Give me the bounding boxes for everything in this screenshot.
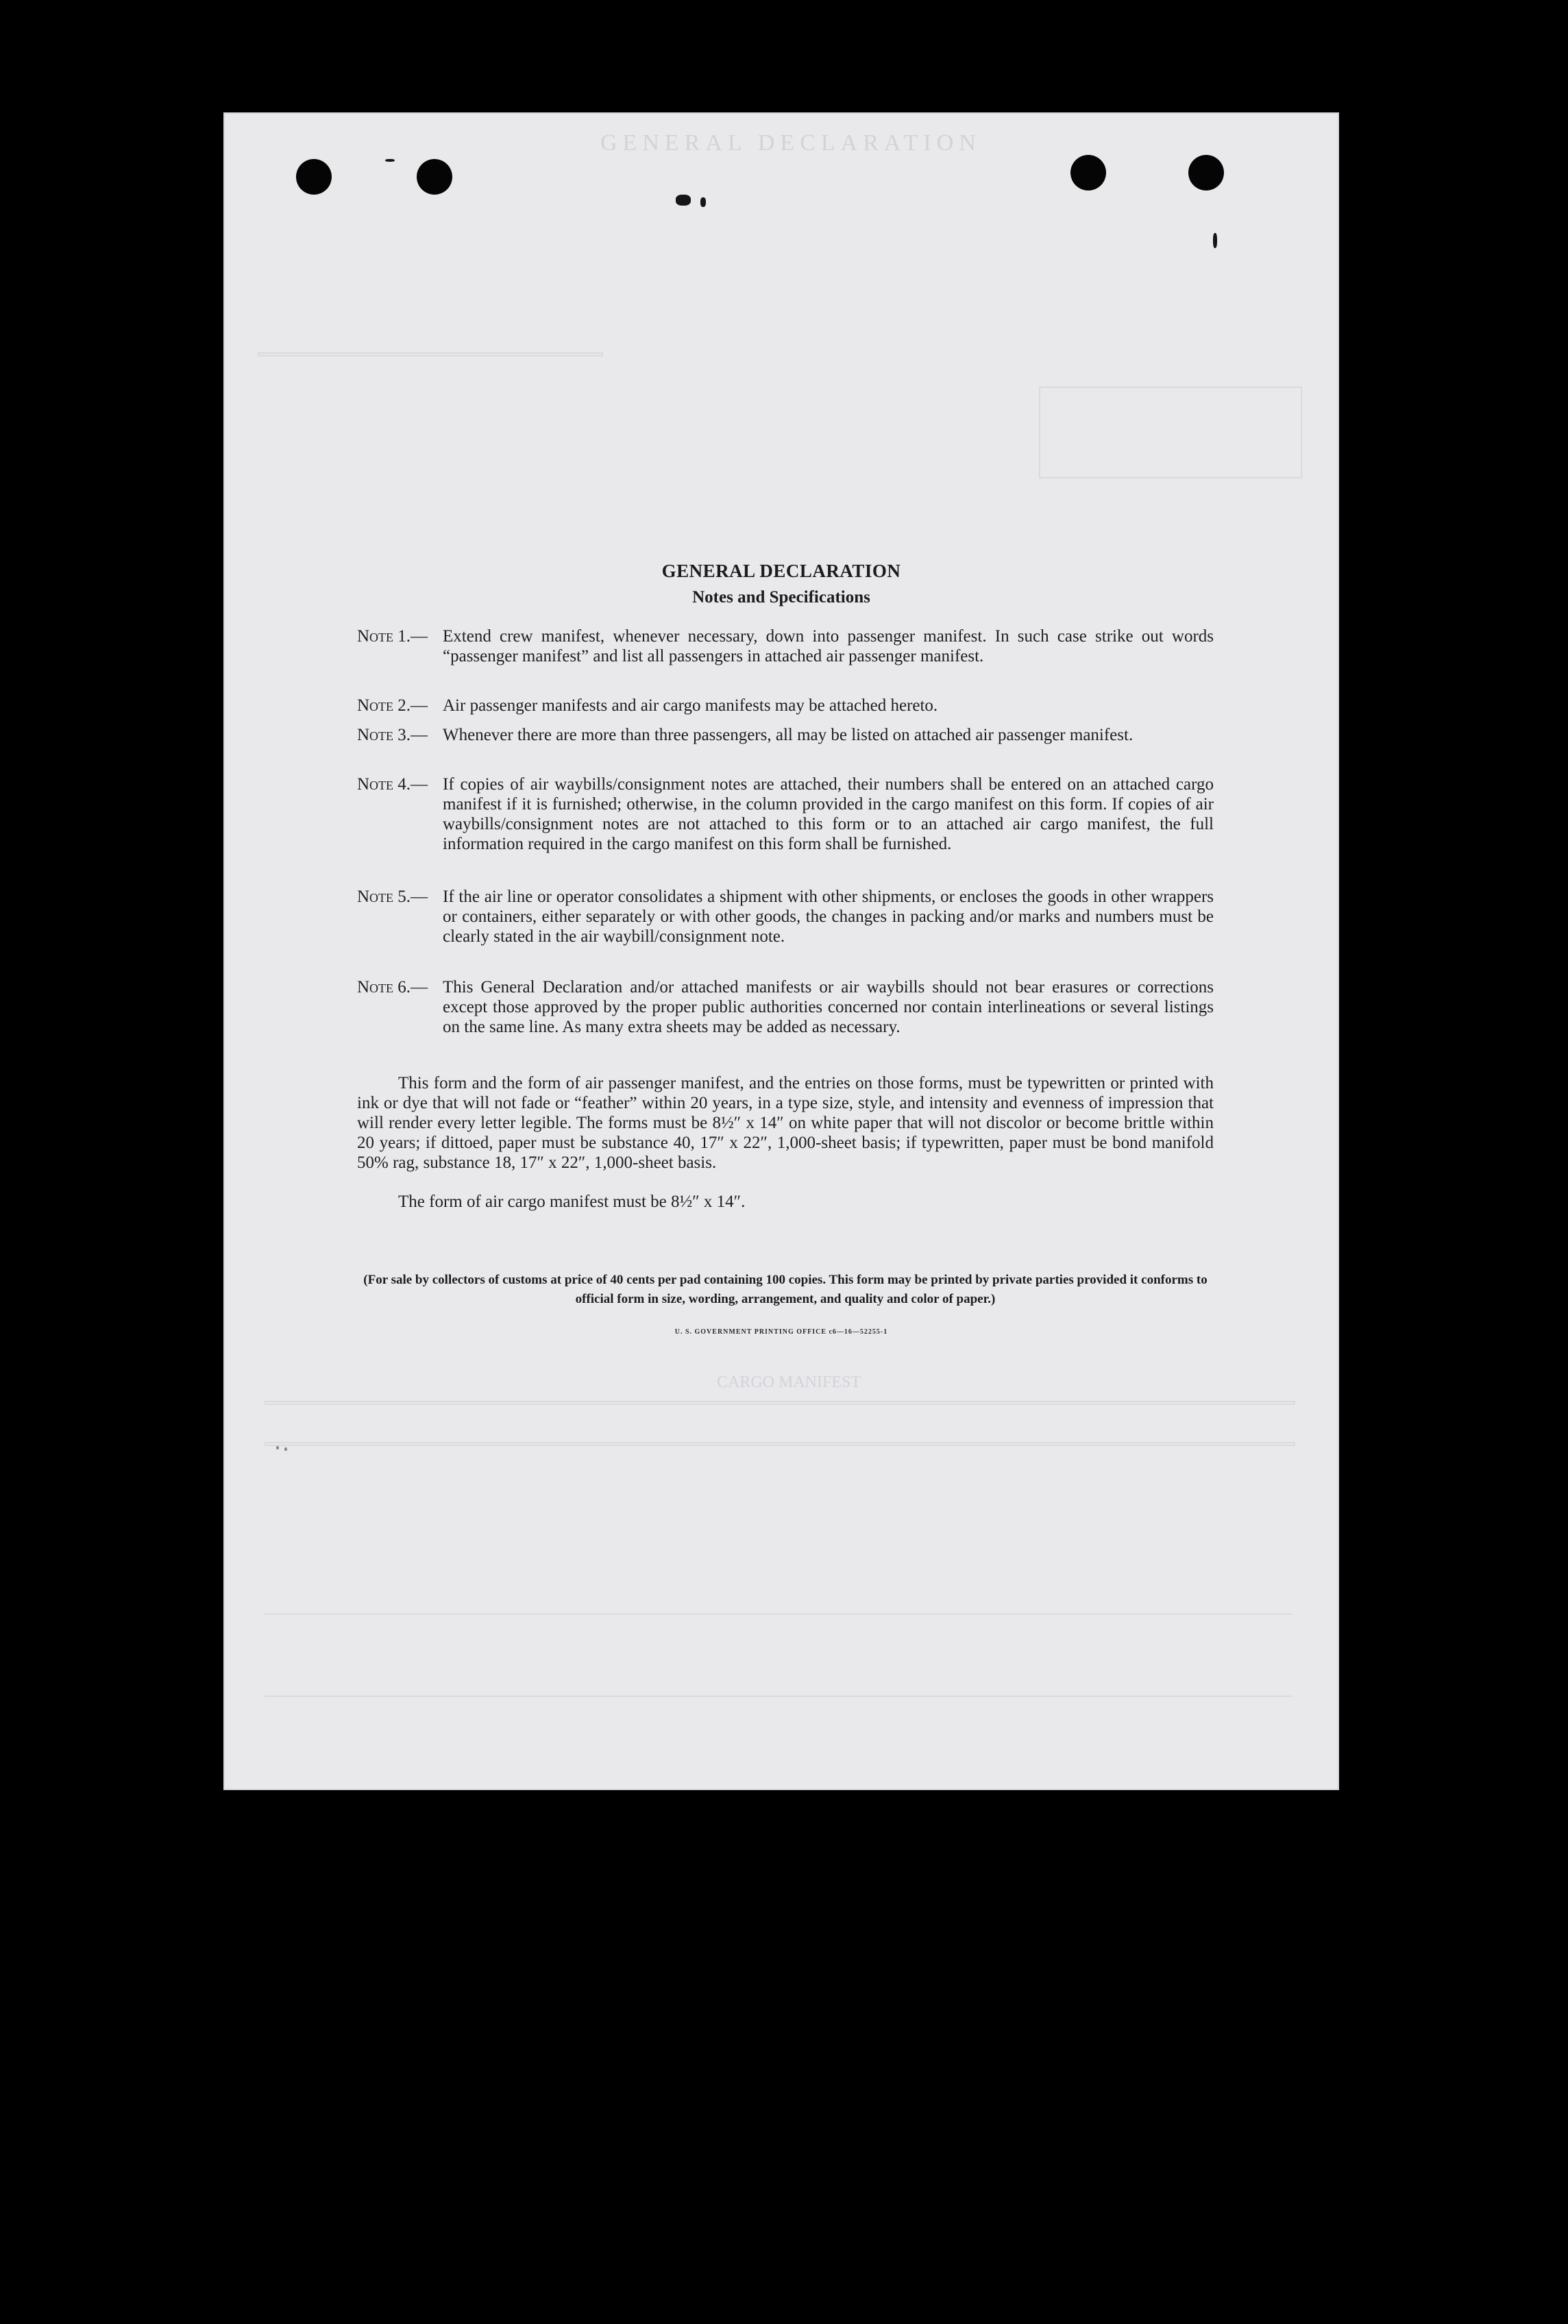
- note-5: [357, 887, 1214, 946]
- note-3: [357, 725, 1214, 745]
- note-2: [357, 696, 1214, 715]
- bleed-through-box: [1039, 387, 1302, 478]
- bleed-through-box: [258, 352, 603, 356]
- background-speck: [276, 1446, 279, 1450]
- note-4: [357, 774, 1214, 854]
- document-subtitle: Notes and Specifications: [692, 588, 870, 607]
- punch-hole-right-1: [1070, 155, 1106, 191]
- bleed-through-box: [265, 1401, 1295, 1405]
- cargo-manifest-size-line: The form of air cargo manifest must be 8½″ x 14″.: [398, 1192, 746, 1211]
- printer-line: U. S. GOVERNMENT PRINTING OFFICE c6—16—52255-1: [674, 1328, 888, 1336]
- note-text: Whenever there are more than three passengers, all may be listed on attached air passenger manifest.: [443, 726, 1134, 744]
- bleed-through-box: [265, 1641, 1293, 1697]
- note-label: Note 5.—: [357, 888, 428, 906]
- note-label: Note 3.—: [357, 726, 428, 744]
- note-label: Note 6.—: [357, 978, 428, 996]
- note-6: [357, 977, 1214, 1037]
- punch-hole-left-1: [296, 159, 332, 195]
- note-1: [357, 626, 1214, 666]
- ink-speck: [676, 195, 691, 206]
- bleed-through-box: [265, 1442, 1295, 1446]
- bleed-through-box: [265, 1572, 1293, 1615]
- bleed-through-header: GENERAL DECLARATION: [600, 130, 981, 156]
- note-text: Air passenger manifests and air cargo manifests may be attached hereto.: [443, 696, 938, 715]
- bleed-through-cargo-header: CARGO MANIFEST: [717, 1373, 861, 1391]
- note-label: Note 4.—: [357, 775, 428, 794]
- note-text: If copies of air waybills/consignment notes are attached, their numbers shall be entered on an attached cargo manifest if it is furnished; otherwise, in the column provided in the cargo manifest on this form. If copies of air waybills/consignment notes are not attached to this form or to an attached air cargo manifest, the full information required in the cargo manifest on this form shall be furnished.: [443, 775, 1214, 853]
- ink-speck: [385, 159, 395, 162]
- ink-speck: [700, 197, 706, 207]
- background-speck: [284, 1447, 287, 1451]
- document-page: [223, 112, 1339, 1790]
- note-label: Note 2.—: [357, 696, 428, 715]
- sale-note: (For sale by collectors of customs at price of 40 cents per pad containing 100 copies. This form may be printed by private parties provided it conforms to official form in size, wording, arrangement, and quality and color of paper.): [363, 1273, 1208, 1306]
- document-title: GENERAL DECLARATION: [661, 561, 901, 581]
- note-text: If the air line or operator consolidates a shipment with other shipments, or encloses the goods in other wrappers or containers, either separately or with other goods, the changes in packing and/or marks and numbers must be clearly stated in the air waybill/consignment note.: [443, 888, 1214, 946]
- paper-specification-paragraph: This form and the form of air passenger manifest, and the entries on those forms, must be typewritten or printed with ink or dye that will not fade or “feather” within 20 years, in a type size, style, and intensity and evenness of impression that will render every letter legible. The forms must be 8½″ x 14″ on white paper that will not discolor or become brittle within 20 years; if dittoed, paper must be substance 40, 17″ x 22″, 1,000-sheet basis; if typewritten, paper must be bond manifold 50% rag, substance 18, 17″ x 22″, 1,000-sheet basis.: [357, 1074, 1214, 1172]
- punch-hole-right-2: [1188, 155, 1224, 191]
- ink-speck: [1213, 233, 1217, 248]
- punch-hole-left-2: [417, 159, 452, 195]
- note-text: Extend crew manifest, whenever necessary, down into passenger manifest. In such case strike out words “passenger manifest” and list all passengers in attached air passenger manifest.: [443, 627, 1214, 665]
- note-label: Note 1.—: [357, 627, 428, 646]
- note-text: This General Declaration and/or attached manifests or air waybills should not bear erasures or corrections except those approved by the proper public authorities concerned nor contain interlineations or several listings on the same line. As many extra sheets may be added as necessary.: [443, 978, 1214, 1036]
